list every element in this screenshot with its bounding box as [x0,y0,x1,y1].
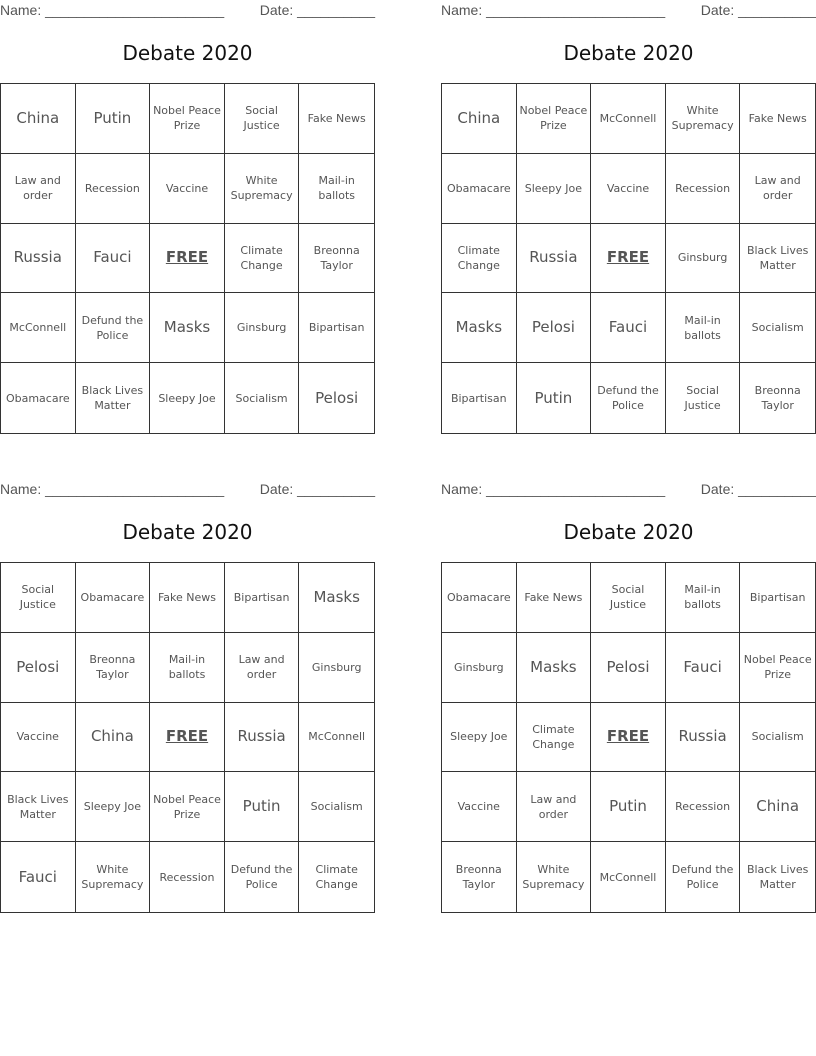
bingo-cell: China [740,772,815,842]
bingo-cell: Obamacare [442,563,517,633]
bingo-cell: Breonna Taylor [754,384,801,413]
bingo-cell: Black Lives Matter [1,772,76,842]
bingo-cell: Putin [591,772,666,842]
bingo-cell: Breonna Taylor [299,224,374,294]
bingo-cell: White Supremacy [76,842,151,912]
free-space: FREE [150,224,225,294]
bingo-cell: McConnell [591,84,666,154]
bingo-cell: Russia [666,703,741,773]
date-line: Date: __________ [700,481,816,497]
date-line: Date: __________ [259,2,375,18]
bingo-cell: Socialism [299,772,374,842]
free-space: FREE [150,703,225,773]
bingo-cell: Socialism [740,703,815,773]
bingo-cell: Social Justice [225,84,300,154]
bingo-cell: White Supremacy [225,154,300,224]
bingo-cell: Putin [517,363,592,433]
bingo-cell: Fauci [666,633,741,703]
bingo-cell: Breonna Taylor [442,842,517,912]
bingo-cell: China [442,84,517,154]
bingo-cell: Mail-in ballots [666,293,741,363]
bingo-cell: Ginsburg [299,633,374,703]
bingo-cell: Ginsburg [442,633,517,703]
bingo-cell: McConnell [299,703,374,773]
bingo-cell: Vaccine [150,154,225,224]
bingo-cell: Socialism [225,363,300,433]
bingo-cell: Defund the Police [225,842,300,912]
bingo-cell: Sleepy Joe [76,772,151,842]
bingo-cell: Sleepy Joe [442,703,517,773]
bingo-cell: Vaccine [1,703,76,773]
bingo-cell: McConnell [1,293,76,363]
name-date-row [0,0,375,22]
bingo-cell: Fake News [517,563,592,633]
bingo-cell: Vaccine [591,154,666,224]
bingo-cell: Recession [150,842,225,912]
bingo-grid [441,83,816,434]
bingo-grid [0,83,375,434]
bingo-cell: Social Justice [666,363,741,433]
bingo-cell: Ginsburg [666,224,741,294]
bingo-grid [0,562,375,913]
bingo-cell: Law and order [740,154,815,224]
bingo-cell: China [1,84,76,154]
date-line: Date: __________ [700,2,816,18]
name-date-row [441,0,816,22]
bingo-cell: Socialism [740,293,815,363]
bingo-cell: Mail-in ballots [299,154,374,224]
bingo-cell: White Supremacy [666,84,741,154]
bingo-cell: Bipartisan [299,293,374,363]
bingo-cell: Breonna Taylor [76,633,151,703]
bingo-cell: Climate Change [225,224,300,294]
bingo-cell: Recession [666,772,741,842]
bingo-cell: Obamacare [1,363,76,433]
name-date-row [441,479,816,501]
bingo-cell: Pelosi [591,633,666,703]
bingo-cell: Fauci [591,293,666,363]
bingo-cell: Putin [225,772,300,842]
bingo-cell: Russia [517,224,592,294]
bingo-cell: Masks [150,293,225,363]
name-line: Name: _______________________ [0,2,225,18]
free-space: FREE [591,224,666,294]
card-title: Debate 2020 [563,520,694,544]
bingo-cell: Law and order [1,154,76,224]
bingo-cell: Fake News [150,563,225,633]
bingo-cell: Nobel Peace Prize [740,633,815,703]
bingo-cell: Ginsburg [225,293,300,363]
bingo-cell: Mail-in ballots [666,563,741,633]
bingo-cell: Pelosi [517,293,592,363]
bingo-cell: Recession [666,154,741,224]
bingo-cell: Nobel Peace Prize [150,84,225,154]
bingo-cell: Pelosi [315,388,359,407]
bingo-cell: Bipartisan [225,563,300,633]
bingo-cell: Sleepy Joe [150,363,225,433]
bingo-grid [441,562,816,913]
bingo-cell: Mail-in ballots [150,633,225,703]
bingo-cell: Social Justice [591,563,666,633]
bingo-cell: Recession [76,154,151,224]
name-line: Name: _______________________ [0,481,225,497]
bingo-cell: Defund the Police [666,842,741,912]
bingo-cell: Russia [225,703,300,773]
bingo-cell: Law and order [517,772,592,842]
bingo-cell: Black Lives Matter [76,363,151,433]
name-date-row [0,479,375,501]
bingo-cell: Climate Change [315,863,358,892]
bingo-cell: Vaccine [442,772,517,842]
bingo-cell: Nobel Peace Prize [517,84,592,154]
bingo-cell: McConnell [591,842,666,912]
card-title: Debate 2020 [563,41,694,65]
bingo-cell: White Supremacy [517,842,592,912]
bingo-cell: Law and order [225,633,300,703]
bingo-cell: Bipartisan [740,563,815,633]
bingo-cell: Fauci [1,842,76,912]
bingo-cell: Pelosi [1,633,76,703]
bingo-cell: Defund the Police [76,293,151,363]
bingo-cell: Climate Change [442,224,517,294]
bingo-cell: China [76,703,151,773]
bingo-cell: Bipartisan [442,363,517,433]
bingo-cell: Black Lives Matter [740,224,815,294]
name-line: Name: _______________________ [441,2,666,18]
bingo-cell: Nobel Peace Prize [150,772,225,842]
name-line: Name: _______________________ [441,481,666,497]
bingo-cell: Masks [299,563,374,633]
bingo-cell: Fauci [76,224,151,294]
bingo-cell: Social Justice [1,563,76,633]
bingo-cell: Masks [517,633,592,703]
bingo-cell: Defund the Police [591,363,666,433]
bingo-cell: Black Lives Matter [746,863,809,892]
card-title: Debate 2020 [122,520,253,544]
date-line: Date: __________ [259,481,375,497]
bingo-cell: Sleepy Joe [517,154,592,224]
bingo-cell: Climate Change [517,703,592,773]
bingo-cell: Obamacare [442,154,517,224]
bingo-cell: Masks [442,293,517,363]
bingo-cell: Fake News [299,84,374,154]
bingo-cell: Russia [1,224,76,294]
free-space: FREE [591,703,666,773]
bingo-cell: Fake News [740,84,815,154]
bingo-cell: Putin [76,84,151,154]
card-title: Debate 2020 [122,41,253,65]
bingo-cell: Obamacare [76,563,151,633]
